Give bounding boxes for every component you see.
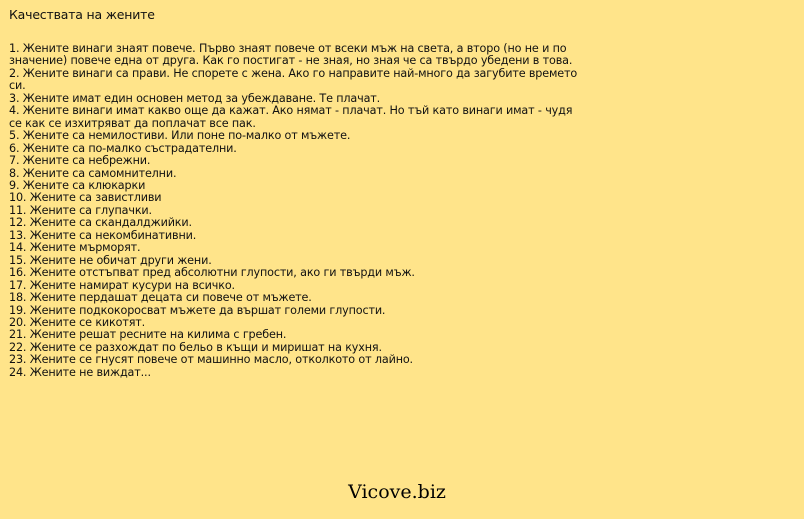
- page-title: Качествата на жените: [9, 7, 155, 22]
- list-item: 21. Жените решат ресните на килима с гребен.: [9, 328, 287, 342]
- list-item: 12. Жените са скандалджийки.: [9, 216, 192, 230]
- list-item: 20. Жените се кикотят.: [9, 315, 146, 329]
- list-item: 17. Жените намират кусури на всичко.: [9, 278, 235, 292]
- list-item: 5. Жените са немилостиви. Или поне по-малко от мъжете.: [9, 129, 351, 143]
- list-item: 6. Жените са по-малко състрадателни.: [9, 141, 237, 155]
- list-item: 2. Жените винаги са прави. Не спорете с жена. Ако го направите най-много да загубите времето си.: [9, 66, 578, 93]
- list-item: 24. Жените не виждат...: [9, 365, 151, 379]
- list-item: 3. Жените имат един основен метод за убеждаване. Те плачат.: [9, 91, 381, 105]
- list-item: 8. Жените са самомнителни.: [9, 166, 177, 180]
- list-item: 1. Жените винаги знаят повече. Първо знаят повече от всеки мъж на света, а второ (но не и по значение) повече една от друга. Как го постигат - не зная, но зная че са твърдо убедени в това.: [9, 42, 573, 68]
- list-item: 4. Жените винаги имат какво още да кажат. Ако нямат - плачат. Но тъй като винаги имат - чудя се как се изхитряват да поплачат все пак.: [9, 104, 573, 130]
- list-item: 18. Жените пердашат децата си повече от мъжете.: [9, 291, 312, 305]
- list-item: 9. Жените са клюкарки: [9, 178, 146, 192]
- list-item: 22. Жените се разхождат по бельо в къщи и миришат на кухня.: [9, 340, 382, 354]
- list-item: 10. Жените са завистливи: [9, 191, 162, 205]
- list-item: 13. Жените са некомбинативни.: [9, 228, 197, 242]
- qualities-list: [9, 43, 579, 379]
- list-item: 11. Жените са глупачки.: [9, 203, 152, 217]
- list-item: 7. Жените са небрежни.: [9, 154, 151, 168]
- list-item: 19. Жените подкокоросват мъжете да вършат големи глупости.: [9, 303, 386, 317]
- site-watermark: Vicove.biz: [348, 481, 446, 503]
- list-item: 14. Жените мърморят.: [9, 241, 141, 255]
- list-item: 15. Жените не обичат други жени.: [9, 253, 212, 267]
- list-item: 23. Жените се гнусят повече от машинно масло, отколкото от лайно.: [9, 353, 413, 367]
- list-item: 16. Жените отстъпват пред абсолютни глупости, ако ги твърди мъж.: [9, 266, 415, 280]
